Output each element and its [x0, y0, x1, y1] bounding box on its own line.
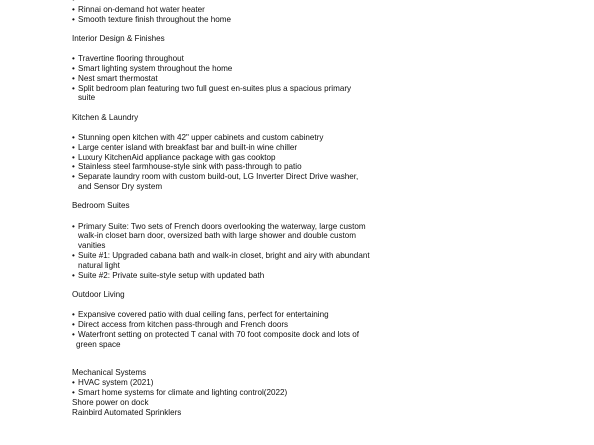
list-item	[72, 251, 372, 261]
list-item-text: Luxury KitchenAid appliance package with gas cooktop	[78, 152, 276, 162]
list-item	[72, 133, 372, 143]
list-item-text: Suite #2: Private suite-style setup with updated bath	[78, 270, 265, 280]
list-item-text: Separate laundry room with custom build-out, LG Inverter Direct Drive washer,	[78, 172, 359, 182]
list-item	[72, 271, 372, 281]
list-item	[72, 153, 372, 163]
list-item	[72, 172, 372, 182]
list-item-text: Suite #1: Upgraded cabana bath and walk-in closet, bright and airy with abundant	[78, 250, 370, 260]
list-item	[72, 84, 372, 94]
list-item	[72, 222, 372, 232]
list-item-text: Rinnai on-demand hot water heater	[78, 4, 205, 14]
list-item	[72, 388, 372, 398]
list-item	[72, 162, 372, 172]
list-item-text: Waterfront setting on protected T canal with 70 foot composite dock and lots of	[78, 329, 360, 339]
list-item-text: Smooth texture finish throughout the home	[78, 14, 231, 24]
list-item	[72, 310, 372, 320]
section-heading-interior: Interior Design & Finishes	[72, 33, 165, 43]
list-item-continuation: and Sensor Dry system	[78, 181, 163, 191]
list-item-text: Expansive covered patio with dual ceiling fans, perfect for entertaining	[78, 310, 329, 320]
list-item-text: HVAC system (2021)	[78, 378, 154, 388]
section-heading-kitchen: Kitchen & Laundry	[72, 112, 139, 122]
list-item-continuation: green space	[76, 339, 121, 349]
list-item-text: Split bedroom plan featuring two full guest en-suites plus a spacious primary	[78, 83, 352, 93]
list-item-text: Nest smart thermostat	[78, 73, 158, 83]
document-page	[72, 0, 372, 417]
list-item-text: Primary Suite: Two sets of French doors overlooking the waterway, large custom	[78, 221, 366, 231]
plain-line: Rainbird Automated Sprinklers	[72, 407, 182, 417]
list-item-text: Stainless steel farmhouse-style sink with pass-through to patio	[78, 162, 302, 172]
list-item	[72, 143, 372, 153]
list-item	[72, 54, 372, 64]
list-item-text: Smart home systems for climate and lighting control(2022)	[78, 387, 288, 397]
list-item	[72, 330, 372, 340]
list-item-text: Smart lighting system throughout the home	[78, 63, 233, 73]
list-item-text: Travertine flooring throughout	[78, 54, 184, 64]
section-heading-bedroom: Bedroom Suites	[72, 201, 130, 211]
list-item-continuation: suite	[78, 93, 96, 103]
list-item-text: Direct access from kitchen pass-through and French doors	[78, 319, 289, 329]
list-item-continuation: walk-in closet barn door, oversized bath with large shower and double custom	[78, 231, 357, 241]
list-item-text	[78, 0, 80, 4]
list-item	[72, 378, 372, 388]
list-item	[72, 320, 372, 330]
list-item	[72, 64, 372, 74]
list-item-text: Large center island with breakfast bar and built-in wine chiller	[78, 142, 298, 152]
list-item-continuation: natural light	[78, 260, 120, 270]
list-item	[72, 5, 372, 15]
list-item	[72, 15, 372, 25]
section-heading-mechanical: Mechanical Systems	[72, 368, 147, 378]
plain-line: Shore power on dock	[72, 397, 149, 407]
list-item	[72, 74, 372, 84]
list-item-continuation: vanities	[78, 241, 106, 251]
list-item-text: Stunning open kitchen with 42" upper cabinets and custom cabinetry	[78, 132, 324, 142]
section-heading-outdoor: Outdoor Living	[72, 289, 125, 299]
